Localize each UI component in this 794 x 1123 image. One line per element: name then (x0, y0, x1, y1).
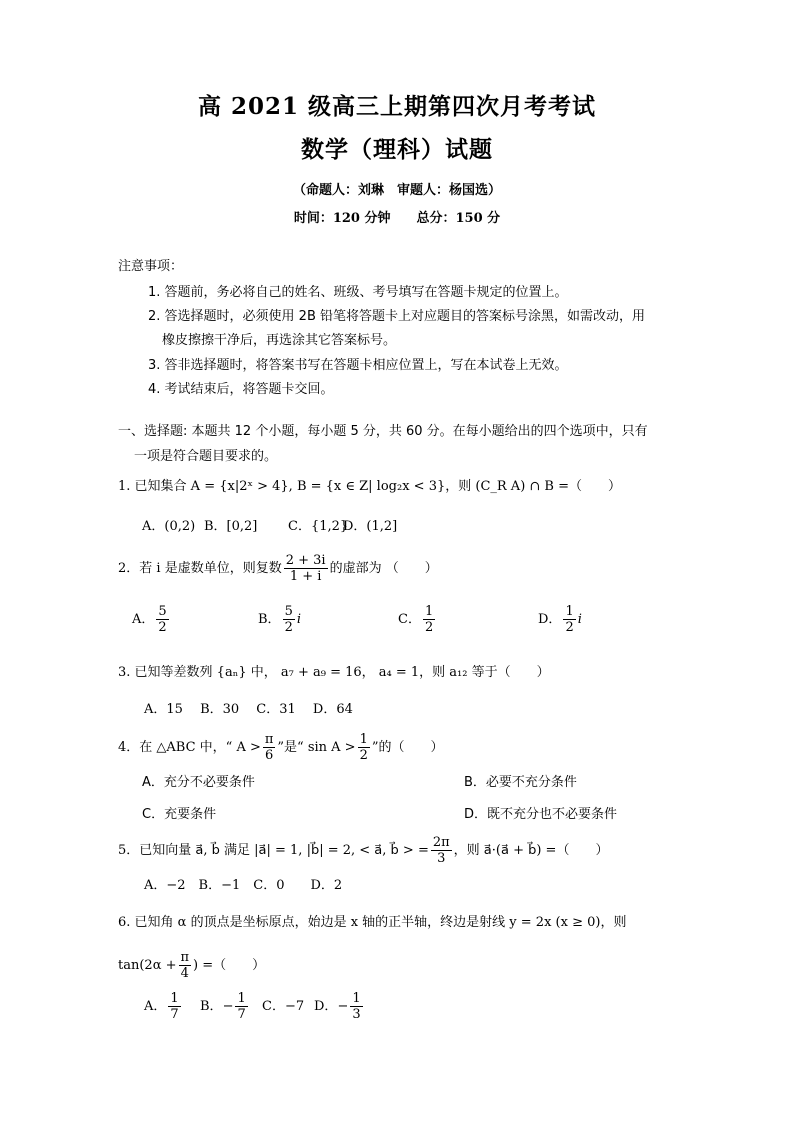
q6-option-c-value: −7 (284, 999, 305, 1014)
q3-options: A．15 B．30 C．31 D．64 (144, 702, 353, 717)
notes-heading: 注意事项： (118, 259, 184, 274)
q4-option-a: A．充分不必要条件 (142, 775, 255, 790)
q2-option-d-fraction (563, 604, 575, 635)
question-5-stem (118, 834, 608, 868)
q2-option-a-num: 5 (158, 604, 167, 619)
q2-option-d-label: D． (538, 612, 562, 627)
q2-option-a-label: A． (132, 612, 155, 627)
q6-option-d-label: D． (314, 999, 338, 1014)
q4-fraction-1 (263, 732, 276, 763)
q6-option-c (262, 990, 304, 1024)
note-item-4: 4. 考试结束后，将答题卡交回。 (148, 382, 334, 397)
question-3-stem: 3. 已知等差数列 {aₙ} 中， a₇ + a₉ = 16， a₄ = 1，则 a₁₂ 等于（ ） (118, 665, 550, 680)
q5-num: 2π (432, 835, 450, 850)
q6-option-d-den: 3 (352, 1007, 361, 1022)
q6-option-c-label: C． (262, 999, 285, 1014)
time-total-line: 时间：120 分钟 总分：150 分 (293, 211, 501, 226)
q2-option-d (538, 603, 582, 637)
q6-option-b-sign: − (222, 999, 234, 1014)
q4-stem-c: ”的（ ） (371, 740, 444, 755)
q6-option-d (314, 990, 365, 1024)
q6-option-d-fraction (350, 991, 362, 1022)
q6-option-a-label: A． (144, 999, 167, 1014)
section1-instructions: 一、选择题: 本题共 12 个小题，每小题 5 分，共 60 分。在每小题给出的四个选项中，只有 (118, 424, 648, 439)
q5-fraction (431, 835, 452, 866)
q5-stem-b: ，则 a⃗·(a⃗ + b⃗) =（ ） (453, 843, 609, 858)
q6-tan-b: ) =（ ） (193, 958, 266, 973)
authors-line: （命题人：刘琳 审题人：杨国选） (292, 183, 501, 198)
q2-option-a-fraction (156, 604, 168, 635)
question-2-stem (118, 552, 438, 586)
q6-option-b-den: 7 (237, 1007, 246, 1022)
q4-option-d: D．既不充分也不必要条件 (464, 807, 618, 822)
q2-option-b-label: B． (258, 612, 281, 627)
q2-stem-text: 2．若 i 是虚数单位，则复数 (118, 561, 282, 576)
q2-option-c-fraction (423, 604, 435, 635)
q4-stem-a: 4．在 △ABC 中，“ A > (118, 740, 261, 755)
question-4-stem (118, 731, 444, 765)
q4-num-2: 1 (359, 732, 368, 747)
q6-option-b-num: 1 (237, 991, 246, 1006)
q2-option-b (258, 603, 301, 637)
q4-stem-b: ”是“ sin A > (277, 740, 356, 755)
q2-stem-tail: 的虚部为 （ ） (329, 561, 438, 576)
q4-den-1: 6 (264, 748, 274, 763)
q4-option-c: C．充要条件 (142, 807, 217, 822)
q6-tan-a: tan(2α + (118, 958, 177, 973)
q2-numerator: 2 + 3i (285, 553, 326, 568)
question-6-stem: 6. 已知角 α 的顶点是坐标原点，始边是 x 轴的正半轴，终边是射线 y = 2x (x ≥ 0)，则 (118, 915, 627, 930)
q5-den: 3 (437, 851, 446, 866)
note-item-1: 1. 答题前，务必将自己的姓名、班级、考号填写在答题卡规定的位置上。 (148, 285, 568, 300)
q2-option-b-den: 2 (284, 620, 293, 635)
exam-title: 高 2021 级高三上期第四次月考考试 (197, 93, 597, 120)
q2-option-b-fraction (283, 604, 295, 635)
q6-option-a (144, 990, 183, 1024)
section1-instructions-cont: 一项是符合题目要求的。 (134, 449, 278, 464)
q4-fraction-2 (358, 732, 370, 763)
q2-option-c-den: 2 (424, 620, 434, 635)
q5-options: A．−2 B．−1 C．0 D．2 (144, 878, 343, 893)
q6-option-b (200, 990, 250, 1024)
q2-option-b-num: 5 (284, 604, 293, 619)
q2-option-a-den: 2 (158, 620, 167, 635)
q6-option-a-den: 7 (170, 1007, 179, 1022)
q5-stem-a: 5．已知向量 a⃗, b⃗ 满足 |a⃗| = 1, |b⃗| = 2, < a⃗, b⃗ > = (118, 843, 429, 858)
q6-option-b-label: B． (200, 999, 223, 1014)
q2-denominator: 1 + i (289, 569, 322, 584)
q6-option-d-sign: − (337, 999, 349, 1014)
q1-option-d: D．(1,2] (343, 519, 398, 534)
q6-fraction (179, 950, 192, 981)
q6-option-a-fraction (168, 991, 180, 1022)
q2-option-c-num: 1 (424, 604, 434, 619)
note-item-3: 3. 答非选择题时，将答案书写在答题卡相应位置上，写在本试卷上无效。 (148, 358, 568, 373)
q6-option-d-num: 1 (352, 991, 361, 1006)
q2-option-d-den: 2 (565, 620, 574, 635)
note-item-2: 2. 答选择题时，必须使用 2B 铅笔将答题卡上对应题目的答案标号涂黑，如需改动，用 (148, 309, 645, 324)
q2-option-d-num: 1 (565, 604, 574, 619)
q2-option-c (398, 603, 437, 637)
question-6-expression (118, 946, 265, 986)
q2-fraction (284, 553, 328, 584)
q6-option-b-fraction (235, 991, 247, 1022)
q1-option-a: A．(0,2) (142, 519, 196, 534)
q6-num: π (180, 950, 190, 965)
q6-option-a-num: 1 (170, 991, 179, 1006)
q2-option-a (132, 603, 171, 637)
q2-option-d-suffix: i (577, 612, 582, 627)
q6-den: 4 (180, 966, 189, 981)
note-item-2-cont: 橡皮擦擦干净后，再选涂其它答案标号。 (162, 333, 397, 348)
subject-title: 数学（理科）试题 (301, 136, 493, 163)
q1-option-b: B．[0,2] (204, 519, 258, 534)
q2-option-c-label: C． (398, 612, 421, 627)
question-1-stem: 1. 已知集合 A = {x|2ˣ > 4}, B = {x ∈ Z| log₂x < 3}，则 (C_R A) ∩ B =（ ） (118, 479, 622, 494)
q4-den-2: 2 (359, 748, 368, 763)
q2-option-b-suffix: i (296, 612, 302, 627)
q4-num-1: π (264, 732, 274, 747)
q1-option-c: C．{1,2} (288, 519, 349, 534)
q4-option-b: B．必要不充分条件 (464, 775, 577, 790)
